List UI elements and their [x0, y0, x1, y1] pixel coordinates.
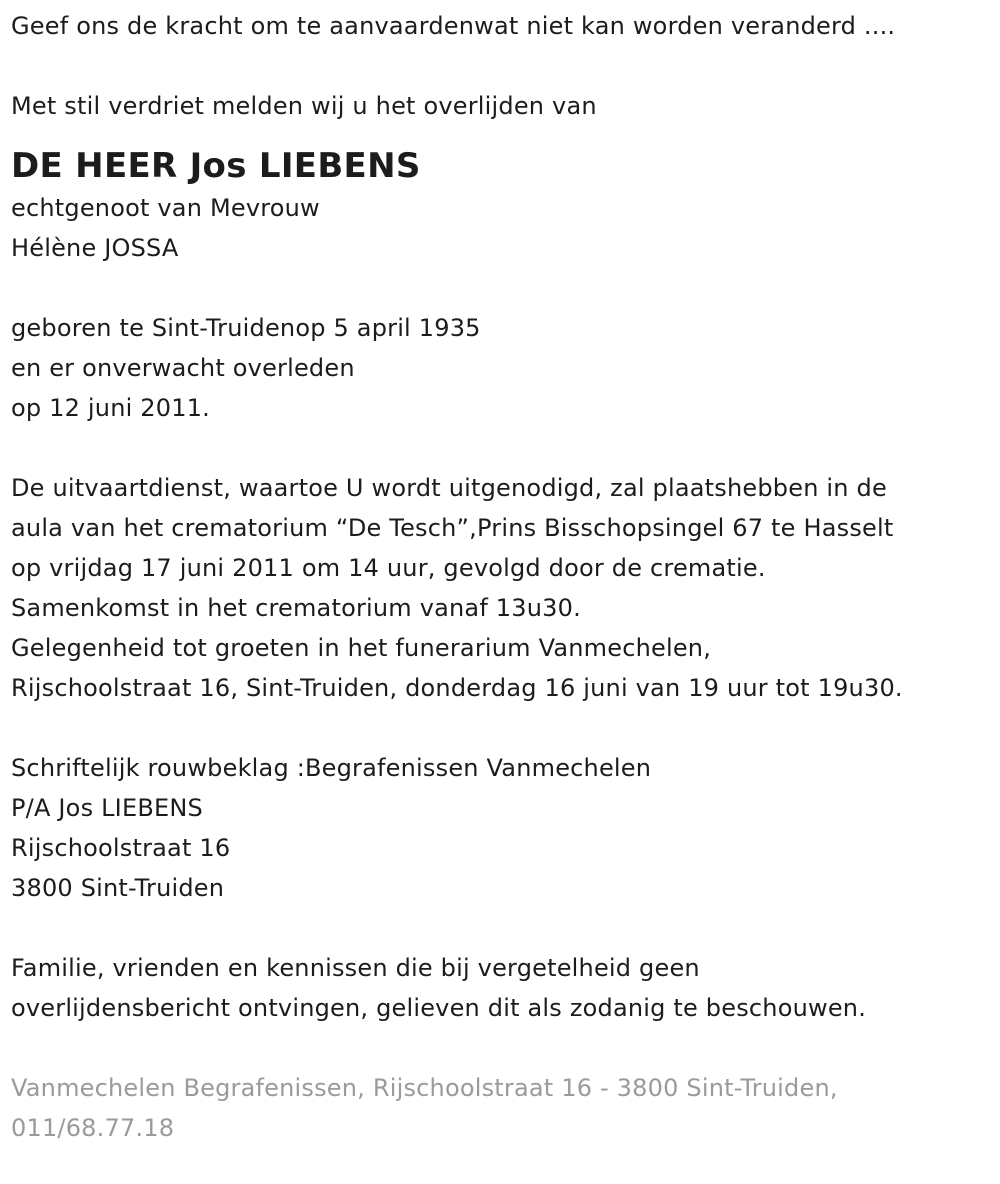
footer-phone: 011/68.77.18 — [11, 1114, 175, 1142]
birth-line: geboren te Sint-Truidenop 5 april 1935 — [11, 314, 481, 342]
spacer — [11, 46, 1000, 86]
service-line: op vrijdag 17 juni 2011 om 14 uur, gevolgd door de crematie. — [11, 554, 766, 582]
notice-line: Familie, vrienden en kennissen die bij vergetelheid geen — [11, 954, 700, 982]
service-line: Samenkomst in het crematorium vanaf 13u30. — [11, 594, 581, 622]
service-details — [11, 468, 1000, 708]
service-line: aula van het crematorium “De Tesch”,Prins Bisschopsingel 67 te Hasselt — [11, 514, 894, 542]
condolence-line: Schriftelijk rouwbeklag :Begrafenissen Vanmechelen — [11, 754, 652, 782]
condolence-line: Rijschoolstraat 16 — [11, 834, 231, 862]
family-notice — [11, 948, 1000, 1028]
opening-quote: Geef ons de kracht om te aanvaardenwat niet kan worden veranderd .... — [11, 12, 896, 40]
condolence-line: P/A Jos LIEBENS — [11, 794, 203, 822]
death-line-1: en er onverwacht overleden — [11, 354, 355, 382]
funeral-home-footer — [11, 1068, 1000, 1148]
spouse-line-1: echtgenoot van Mevrouw — [11, 194, 320, 222]
condolence-address — [11, 748, 1000, 908]
spacer — [11, 268, 1000, 308]
spacer — [11, 428, 1000, 468]
spacer — [11, 1028, 1000, 1068]
announcement-text: Met stil verdriet melden wij u het overlijden van — [11, 92, 597, 120]
service-line: De uitvaartdienst, waartoe U wordt uitgenodigd, zal plaatshebben in de — [11, 474, 887, 502]
deceased-name: DE HEER Jos LIEBENS — [11, 146, 421, 186]
death-line-2: op 12 juni 2011. — [11, 394, 211, 422]
footer-address: Vanmechelen Begrafenissen, Rijschoolstraat 16 - 3800 Sint-Truiden, — [11, 1074, 838, 1102]
service-line: Gelegenheid tot groeten in het funerarium Vanmechelen, — [11, 634, 712, 662]
condolence-line: 3800 Sint-Truiden — [11, 874, 225, 902]
notice-line: overlijdensbericht ontvingen, gelieven dit als zodanig te beschouwen. — [11, 994, 867, 1022]
spouse-line-2: Hélène JOSSA — [11, 234, 179, 262]
service-line: Rijschoolstraat 16, Sint-Truiden, donderdag 16 juni van 19 uur tot 19u30. — [11, 674, 903, 702]
spacer — [11, 908, 1000, 948]
spacer — [11, 708, 1000, 748]
